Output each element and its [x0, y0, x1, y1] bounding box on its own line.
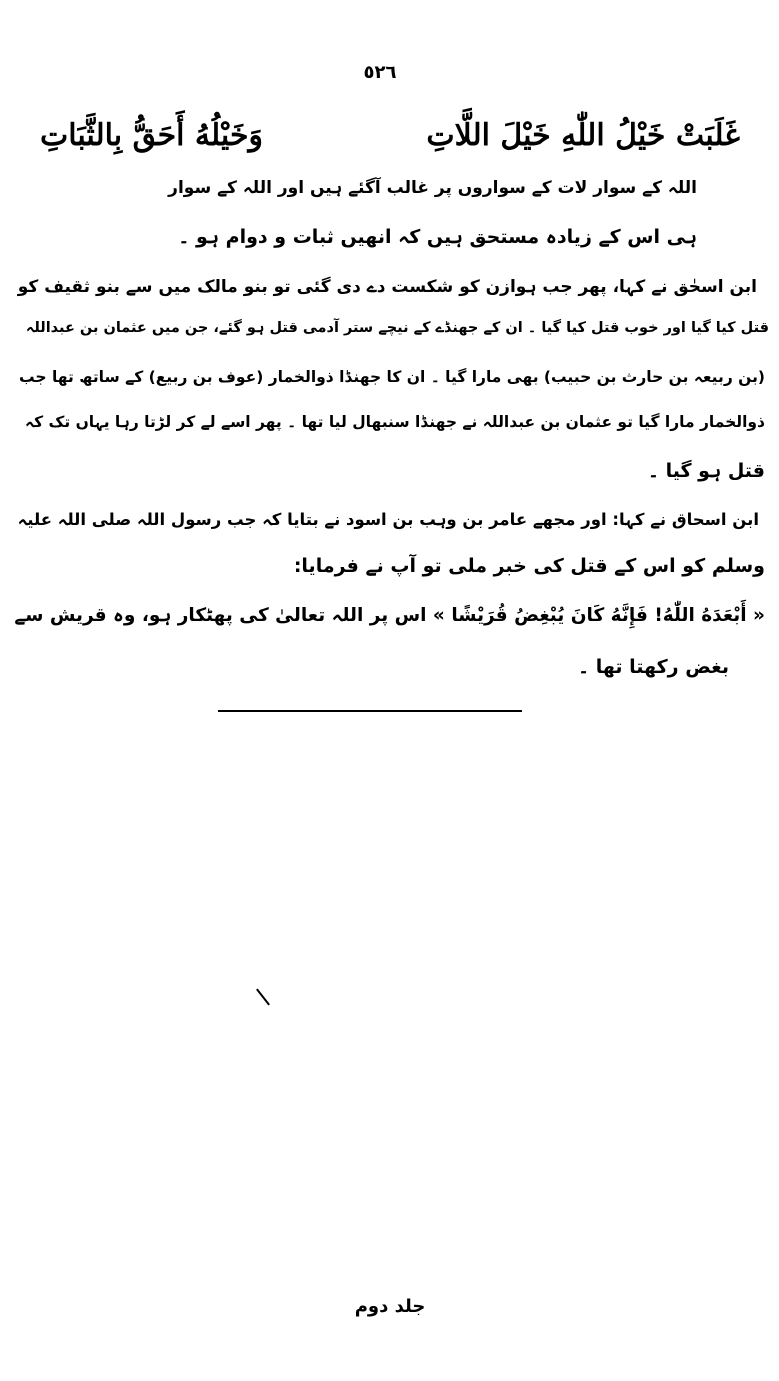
verse-left-hemistich: وَخَيْلُهُ أَحَقُّ بِالثَّبَاتِ — [40, 118, 264, 153]
paragraph-1-line-1: ابن اسحٰق نے کہا، پھر جب ہوازن کو شکست دے دی گئی تو بنو مالک میں سے بنو ثقیف کو — [17, 277, 757, 297]
paragraph-1-line-4: ذوالخمار مارا گیا تو عثمان بن عبداللہ نے جھنڈا سنبھال لیا تھا ۔ پھر اسے لے کر لڑتا رہا یہاں تک کہ — [24, 413, 765, 431]
volume-footer: جلد دوم — [354, 1296, 426, 1317]
scan-speck — [256, 989, 270, 1006]
arabic-verse — [40, 118, 740, 153]
section-divider — [218, 710, 522, 712]
paragraph-2-line-3: « أَبْعَدَهُ اللّٰهُ! فَإِنَّهُ كَانَ يُبْغِضُ قُرَيْشًا » اس پر اللہ تعالیٰ کی پھٹکار ہو، وہ قریش سے — [14, 605, 765, 626]
verse-translation-line-2: ہی اس کے زیادہ مستحق ہیں کہ انھیں ثبات و دوام ہو ۔ — [178, 226, 697, 248]
paragraph-2-line-4: بغض رکھتا تھا ۔ — [578, 656, 729, 678]
verse-right-hemistich: غَلَبَتْ خَيْلُ اللّٰهِ خَيْلَ اللَّاتِ — [426, 118, 740, 153]
page-number: ٥٢٦ — [363, 62, 397, 83]
paragraph-2-line-2: وسلم کو اس کے قتل کی خبر ملی تو آپ نے فرمایا: — [293, 555, 765, 577]
paragraph-1-line-5: قتل ہو گیا ۔ — [647, 460, 765, 482]
paragraph-1-line-2: قتل کیا گیا اور خوب قتل کیا گیا ۔ ان کے جھنڈے کے نیچے ستر آدمی قتل ہو گئے، جن میں عثمان بن عبداللہ — [25, 320, 769, 336]
verse-translation-line-1: اللہ کے سوار لات کے سواروں پر غالب آگئے ہیں اور اللہ کے سوار — [168, 178, 697, 198]
paragraph-1-line-3: (بن ربیعہ بن حارث بن حبیب) بھی مارا گیا ۔ ان کا جھنڈا ذوالخمار (عوف بن ربیع) کے ساتھ تھا جب — [18, 368, 765, 386]
paragraph-2-line-1: ابن اسحاق نے کہا: اور مجھے عامر بن وہب بن اسود نے بتایا کہ جب رسول اللہ صلی اللہ علیہ — [17, 510, 759, 529]
